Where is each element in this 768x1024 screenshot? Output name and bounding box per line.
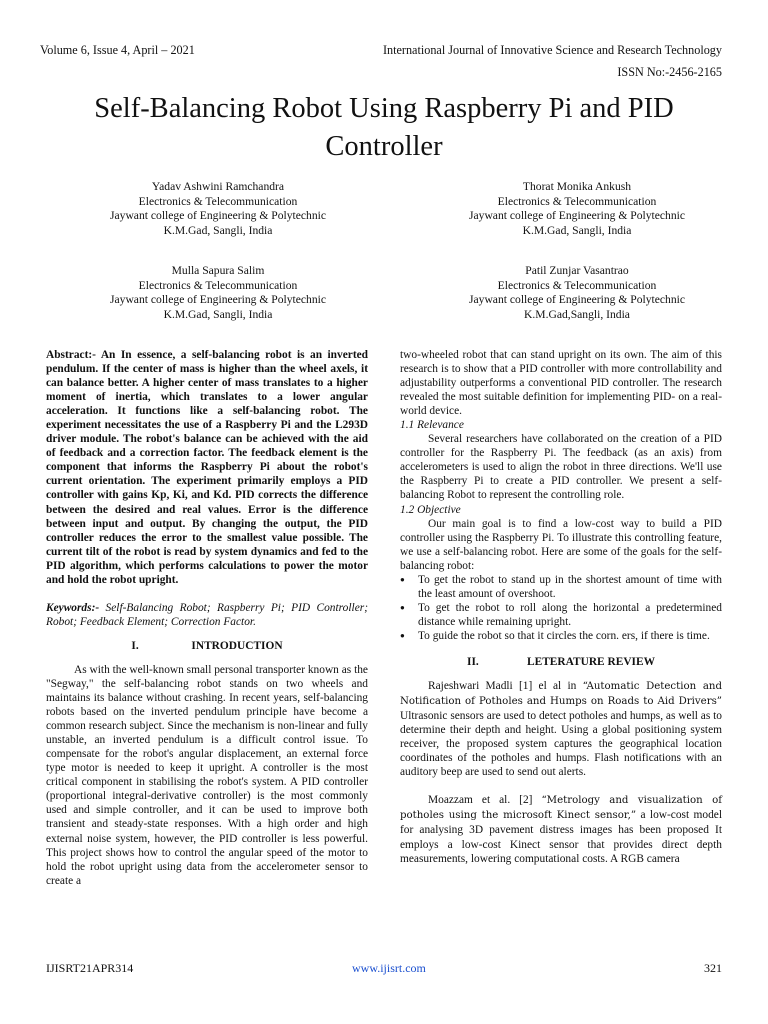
citation-title: “Automatic Detection and Notification of Potholes and Humps on Roads to Aid Drivers”: [400, 681, 722, 708]
journal-link[interactable]: www.ijisrt.com: [352, 961, 426, 975]
author-place: K.M.Gad, Sangli, India: [163, 223, 273, 237]
page-number: 321: [704, 961, 722, 975]
abstract-label: Abstract:-: [46, 349, 96, 361]
author-dept: Electronics & Telecommunication: [138, 278, 298, 292]
author-name: Thorat Monika Ankush: [522, 180, 632, 193]
journal-name: International Journal of Innovative Science and Research Technology: [382, 43, 722, 57]
intro-paragraph: As with the well-known small personal transporter known as the "Segway," the self-balancing robot stands on two wheels and maintains its balance without crashing. In recent years, self-balancing robots based on the inverted pendulum principle have become a common research subject. Since the mechanism is non-linear and fully unstable, an inverted pendulum is a difficult control issue. To compensate for the robot's angular displacement, an external force type motor is needed to keep it upright. A controller is the most critical component in stabilising the robot's system. A PID controller (proportional integral-derivative controller) is the most commonly used and simple controller, and it can be used to improve both transient and steady-state responses. With a high order and high external noise system, however, the PID controller is less powerful. This project shows how to control the angular speed of the motor to hold the robot upright using data from the accelerometer sensor to create a: [46, 663, 369, 887]
section-heading-introduction: [46, 639, 368, 653]
literature-paragraph-2: [400, 793, 722, 865]
abstract: [46, 348, 368, 587]
author-name: Mulla Sapura Salim: [171, 264, 265, 277]
section-number: I.: [131, 639, 139, 652]
section-title: INTRODUCTION: [191, 639, 283, 652]
paper-id: IJISRT21APR314: [46, 961, 134, 975]
list-item: ● To get the robot to roll along the horizontal a predetermined distance while remaining upright.: [400, 601, 722, 629]
subsection-title-objective: 1.2 Objective: [400, 503, 461, 516]
author-4: [412, 264, 742, 322]
relevance-paragraph: Several researchers have collaborated on the creation of a PID controller for the Raspberry Pi. The feedback (as an axis) from accelerometers is used to align the robot in three directions. We'll use the Raspberry Pi to create a PID controller. We present a self-balancing Robot to represent the controlling role.: [400, 433, 722, 502]
list-item: ● To guide the robot so that it circles the corn. ers, if there is time.: [400, 629, 722, 643]
author-college: Jaywant college of Engineering & Polytechnic: [109, 209, 327, 223]
citation-author: Moazzam et al. [2]: [428, 794, 542, 807]
keywords-text: Self-Balancing Robot; Raspberry Pi; PID Controller; Robot; Feedback Element; Correction Factor.: [46, 601, 368, 628]
section-heading-literature: [400, 655, 722, 669]
issn: ISSN No:-2456-2165: [617, 65, 722, 79]
title-line-2: Controller: [325, 131, 443, 162]
left-column: [46, 348, 368, 888]
author-2: [412, 180, 742, 238]
author-dept: Electronics & Telecommunication: [138, 194, 298, 208]
citation-text: a low-cost model for analysing 3D pavement distress images has been proposed It employs a low-cost Kinect sensor that provides direct depth measurements, lowering computational costs. A RGB camera: [400, 809, 722, 865]
author-3: [53, 264, 383, 322]
list-item: ● To get the robot to stand up in the shortest amount of time with the least amount of overshoot.: [400, 573, 722, 601]
objective-paragraph: Our main goal is to find a low-cost way to build a PID controller using the Raspberry Pi. To illustrate this controlling feature, we use a self-balancing robot. Here are some of the goals for the self-balancing robot:: [400, 517, 722, 572]
author-name: Yadav Ashwini Ramchandra: [151, 180, 285, 193]
keywords-label: Keywords:-: [46, 601, 100, 614]
section-number: II.: [467, 655, 479, 668]
keywords: [46, 601, 368, 629]
citation-text: Ultrasonic sensors are used to detect potholes and humps, as well as to determine their depth and height. Using a global positioning system receiver, the proposed system captures the geographical location coordinates of the potholes and humps. Flash notifications with an auditory beep are used to send out alerts.: [400, 710, 722, 779]
author-name: Patil Zunjar Vasantrao: [525, 264, 629, 277]
author-1: [53, 180, 383, 238]
author-place: K.M.Gad, Sangli, India: [163, 307, 273, 321]
author-dept: Electronics & Telecommunication: [497, 278, 657, 292]
citation-author: Rajeshwari Madli [1] el al in: [428, 680, 583, 693]
title-line-1: Self-Balancing Robot Using Raspberry Pi and PID: [94, 93, 674, 124]
author-dept: Electronics & Telecommunication: [497, 194, 657, 208]
literature-paragraph-1: [400, 679, 722, 779]
volume-info: Volume 6, Issue 4, April – 2021: [40, 43, 195, 57]
subsection-title-relevance: 1.1 Relevance: [400, 419, 464, 432]
author-college: Jaywant college of Engineering & Polytechnic: [468, 209, 686, 223]
abstract-text: An In essence, a self-balancing robot is an inverted pendulum. If the center of mass is higher than the wheel axels, it can balance better. A higher center of mass translates to a higher moment of inertia, which translates to a lower angular acceleration. It functions like a self-balancing robot. The experiment necessitates the use of a Raspberry Pi and the L293D driver module. The robot's balance can be achieved with the aid of feedback and a correction factor. The feedback element is the component that informs the Raspberry Pi about the robot's current orientation. The experiment primarily employs a PID controller with gains Kp, Ki, and Kd. PID corrects the difference between the desired and real values. Error is the difference between input and output. By changing the output, the PID controller reduces the error to the smallest value possible. The current tilt of the robot is read by system dynamics and fed to the PID algorithm, which performs calculations to power the motor and hold the robot upright.: [46, 349, 369, 586]
author-place: K.M.Gad, Sangli, India: [522, 223, 632, 237]
author-place: K.M.Gad,Sangli, India: [524, 307, 630, 321]
objective-list: [400, 573, 722, 643]
intro-continuation: two-wheeled robot that can stand upright on its own. The aim of this research is to show that a PID controller with more controllability and adjustability outperforms a conventional PID controller. The research revealed the most suitable definition for implementing PID- on a real-world device.: [400, 349, 722, 418]
section-title: LETERATURE REVIEW: [527, 655, 655, 668]
right-column: [400, 348, 722, 866]
citation-title: “Metrology and visualization of potholes using the microsoft Kinect sensor,”: [400, 795, 723, 822]
author-college: Jaywant college of Engineering & Polytechnic: [468, 293, 686, 307]
paper-title: [40, 90, 728, 166]
author-college: Jaywant college of Engineering & Polytechnic: [109, 293, 327, 307]
